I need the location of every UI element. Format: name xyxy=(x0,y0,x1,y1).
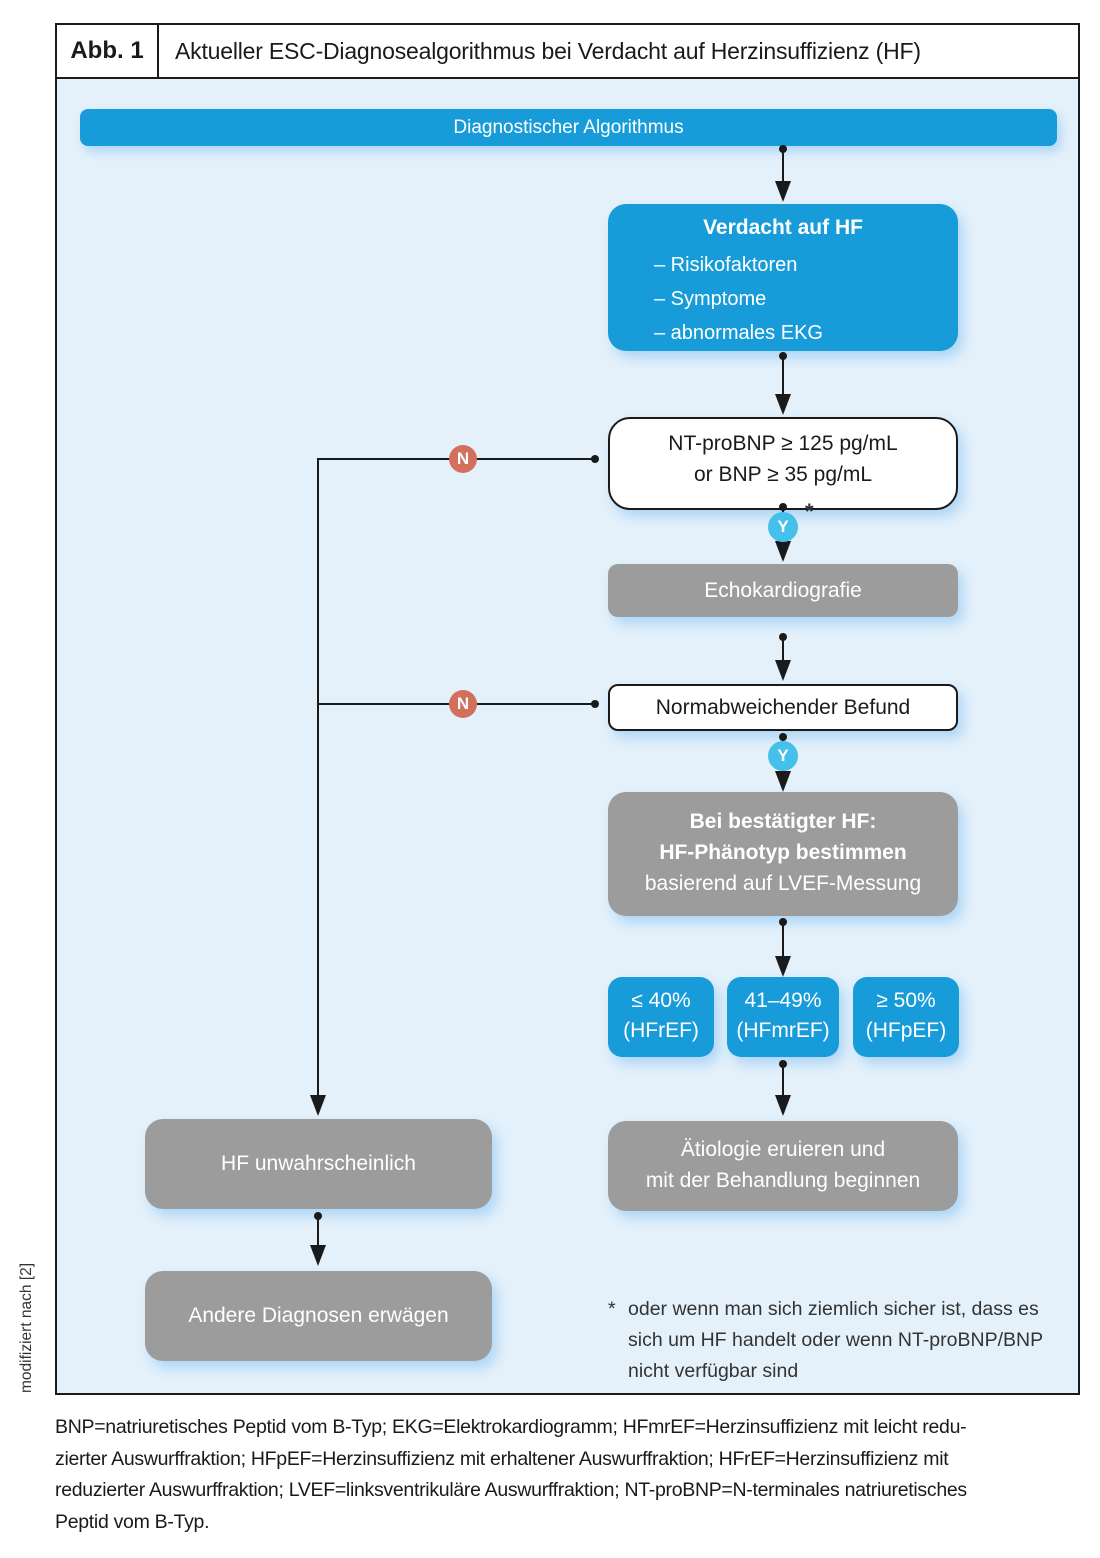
arrow-head xyxy=(775,956,791,977)
etiology-line1: Ätiologie eruieren und xyxy=(680,1138,886,1161)
lvef-box-hfmref xyxy=(727,977,839,1057)
suspicion-item: – abnormales EKG xyxy=(654,322,823,344)
suspicion-title: Verdacht auf HF xyxy=(703,216,863,239)
lvef-box-hfref xyxy=(608,977,714,1057)
algorithm-header: Diagnostischer Algorithmus xyxy=(80,109,1057,146)
lvef-label: (HFpEF) xyxy=(865,1019,947,1042)
connector-dot xyxy=(591,455,599,463)
bnp-threshold-box xyxy=(608,417,958,510)
echo-box: Echokardiografie xyxy=(608,564,958,617)
arrow-line xyxy=(782,356,784,395)
no-badge: N xyxy=(449,445,477,473)
suspicion-item: – Risikofaktoren xyxy=(654,254,798,276)
other-diagnoses-box: Andere Diagnosen erwägen xyxy=(145,1271,492,1361)
confirmed-line3: basierend auf LVEF-Messung xyxy=(644,872,922,895)
suspicion-list xyxy=(608,240,958,350)
footnote-line: sich um HF handelt oder wenn NT-proBNP/BNP xyxy=(628,1329,1044,1351)
confirmed-line2: HF-Phänotyp bestimmen xyxy=(659,841,907,864)
footnote xyxy=(608,1294,1058,1387)
bnp-line2: or BNP ≥ 35 pg/mL xyxy=(693,463,873,486)
lvef-label: (HFmrEF) xyxy=(736,1019,830,1042)
arrow-head xyxy=(775,1095,791,1116)
arrow-line xyxy=(782,637,784,661)
footnote-line: oder wenn man sich ziemlich sicher ist, dass es xyxy=(628,1298,1039,1320)
figure-title: Aktueller ESC-Diagnosealgorithmus bei Verdacht auf Herzinsuffizienz (HF) xyxy=(175,37,921,64)
hf-unlikely-box: HF unwahrscheinlich xyxy=(145,1119,492,1209)
arrow-head xyxy=(310,1245,326,1266)
yes-badge: Y xyxy=(768,512,798,542)
arrow-head xyxy=(310,1095,326,1116)
legend-line: BNP=natriuretisches Peptid vom B-Typ; EKG=Elektrokardiogramm; HFmrEF=Herzinsuffizienz mit leicht redu- xyxy=(55,1416,967,1438)
footnote-text xyxy=(628,1294,1043,1387)
arrow-line xyxy=(782,149,784,182)
suspicion-box xyxy=(608,204,958,351)
no-badge: N xyxy=(449,690,477,718)
abbreviation-legend xyxy=(55,1412,1087,1538)
legend-line: zierter Auswurffraktion; HFpEF=Herzinsuffizienz mit erhaltener Auswurffraktion; HFrEF=Herzinsuffizienz mit xyxy=(55,1447,949,1470)
arrow-line xyxy=(782,922,784,957)
arrow-line xyxy=(317,1216,319,1246)
etiology-box xyxy=(608,1121,958,1211)
connector-dot xyxy=(591,700,599,708)
lvef-box-hfpef xyxy=(853,977,959,1057)
yes-badge: Y xyxy=(768,741,798,771)
lvef-value: 41–49% xyxy=(744,989,822,1012)
confirmed-line1: Bei bestätigter HF: xyxy=(689,810,877,833)
legend-line: Peptid vom B-Typ. xyxy=(55,1510,210,1533)
confirmed-hf-box xyxy=(608,792,958,916)
asterisk-marker: * xyxy=(805,499,814,524)
figure-frame xyxy=(55,23,1080,1395)
arrow-head xyxy=(775,181,791,202)
arrow-head xyxy=(775,541,791,562)
lvef-value: ≤ 40% xyxy=(631,989,691,1012)
figure-label: Abb. 1 xyxy=(57,25,159,77)
etiology-line2: mit der Behandlung beginnen xyxy=(645,1169,921,1192)
figure-title-row xyxy=(57,25,1078,79)
lvef-label: (HFrEF) xyxy=(623,1019,699,1042)
bnp-line1: NT-proBNP ≥ 125 pg/mL xyxy=(668,432,898,455)
flowchart-panel xyxy=(57,79,1078,1393)
legend-line: reduzierter Auswurffraktion; LVEF=linksventrikuläre Auswurffraktion; NT-proBNP=N-terminales natriuretisches xyxy=(55,1479,967,1501)
arrow-line xyxy=(782,1064,784,1096)
no-branch-vertical-line xyxy=(317,458,319,1096)
source-note: modifiziert nach [2] xyxy=(18,1262,35,1393)
arrow-head xyxy=(775,394,791,415)
arrow-head xyxy=(775,660,791,681)
footnote-marker: * xyxy=(608,1298,616,1320)
lvef-value: ≥ 50% xyxy=(876,989,936,1012)
suspicion-item: – Symptome xyxy=(654,288,767,310)
footnote-line: nicht verfügbar sind xyxy=(628,1360,799,1382)
abnormal-finding-box: Normabweichender Befund xyxy=(608,684,958,731)
arrow-head xyxy=(775,771,791,792)
